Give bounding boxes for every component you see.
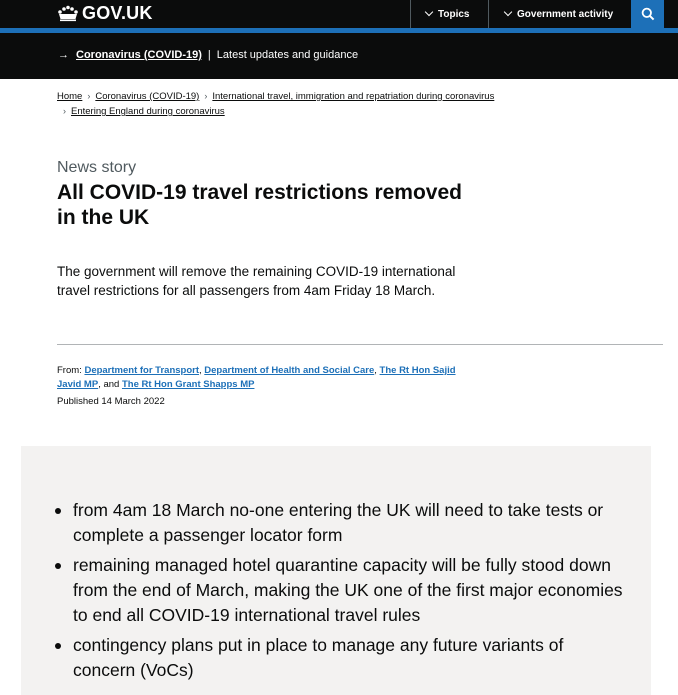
arrow-right-icon: → bbox=[58, 49, 69, 61]
breadcrumb-entering-england[interactable]: Entering England during coronavirus bbox=[71, 106, 225, 117]
crown-icon bbox=[57, 4, 79, 22]
govuk-logo[interactable] bbox=[57, 3, 153, 23]
banner-divider: | bbox=[207, 49, 211, 61]
logo-text: GOV.UK bbox=[82, 3, 153, 23]
org-link-dft[interactable]: Department for Transport bbox=[84, 365, 199, 376]
article-type-caption: News story bbox=[57, 159, 137, 176]
chevron-down-icon bbox=[425, 8, 433, 16]
chevron-right-icon: › bbox=[63, 106, 66, 116]
search-icon bbox=[641, 7, 655, 21]
section-divider bbox=[57, 344, 663, 345]
list-item: contingency plans put in place to manage any future variants of concern (VoCs) bbox=[73, 633, 623, 683]
person-link-grant-shapps[interactable]: The Rt Hon Grant Shapps MP bbox=[121, 379, 255, 390]
banner-text: Latest updates and guidance bbox=[216, 49, 359, 61]
published-date: Published 14 March 2022 bbox=[57, 396, 165, 407]
list-item: from 4am 18 March no-one entering the UK will need to take tests or complete a passenger locator form bbox=[73, 498, 623, 548]
org-link-dhsc[interactable]: Department of Health and Social Care bbox=[204, 365, 375, 376]
chevron-right-icon: › bbox=[204, 91, 208, 101]
nav-separator bbox=[410, 0, 411, 28]
breadcrumb bbox=[57, 89, 494, 119]
nav-separator bbox=[488, 0, 489, 28]
chevron-right-icon: › bbox=[87, 91, 91, 101]
page-title: All COVID-19 travel restrictions removed in the UK bbox=[57, 181, 462, 229]
government-activity-menu-button[interactable] bbox=[505, 0, 613, 28]
search-button[interactable] bbox=[631, 0, 664, 28]
from-label: From: bbox=[57, 365, 82, 376]
breadcrumb-coronavirus[interactable]: Coronavirus (COVID-19) bbox=[95, 91, 200, 102]
government-activity-label: Government activity bbox=[517, 8, 614, 20]
list-item: remaining managed hotel quarantine capacity will be fully stood down from the end of March, making the UK one of the first major economies to end all COVID-19 international travel rules bbox=[73, 553, 623, 628]
and-text: and bbox=[103, 379, 120, 390]
summary-panel bbox=[21, 446, 651, 695]
topics-label: Topics bbox=[438, 8, 470, 20]
covid-banner bbox=[0, 33, 678, 79]
person-link-sajid-javid[interactable]: The Rt Hon Sajid Javid MP bbox=[57, 365, 456, 390]
summary-list bbox=[73, 498, 623, 688]
from-metadata: From: Department for Transport, Department of Health and Social Care, The Rt Hon Sajid Javid MP, and The Rt Hon Grant Shapps MP bbox=[57, 365, 456, 390]
lead-paragraph: The government will remove the remaining COVID-19 international travel restrictions for all passengers from 4am Friday 18 March. bbox=[57, 264, 456, 298]
chevron-down-icon bbox=[504, 8, 512, 16]
breadcrumb-international-travel[interactable]: International travel, immigration and repatriation during coronavirus bbox=[212, 91, 495, 102]
site-header bbox=[0, 0, 678, 28]
breadcrumb-home[interactable]: Home bbox=[57, 91, 83, 102]
covid-banner-link[interactable]: Coronavirus (COVID-19) bbox=[76, 49, 202, 61]
topics-menu-button[interactable] bbox=[426, 0, 469, 28]
